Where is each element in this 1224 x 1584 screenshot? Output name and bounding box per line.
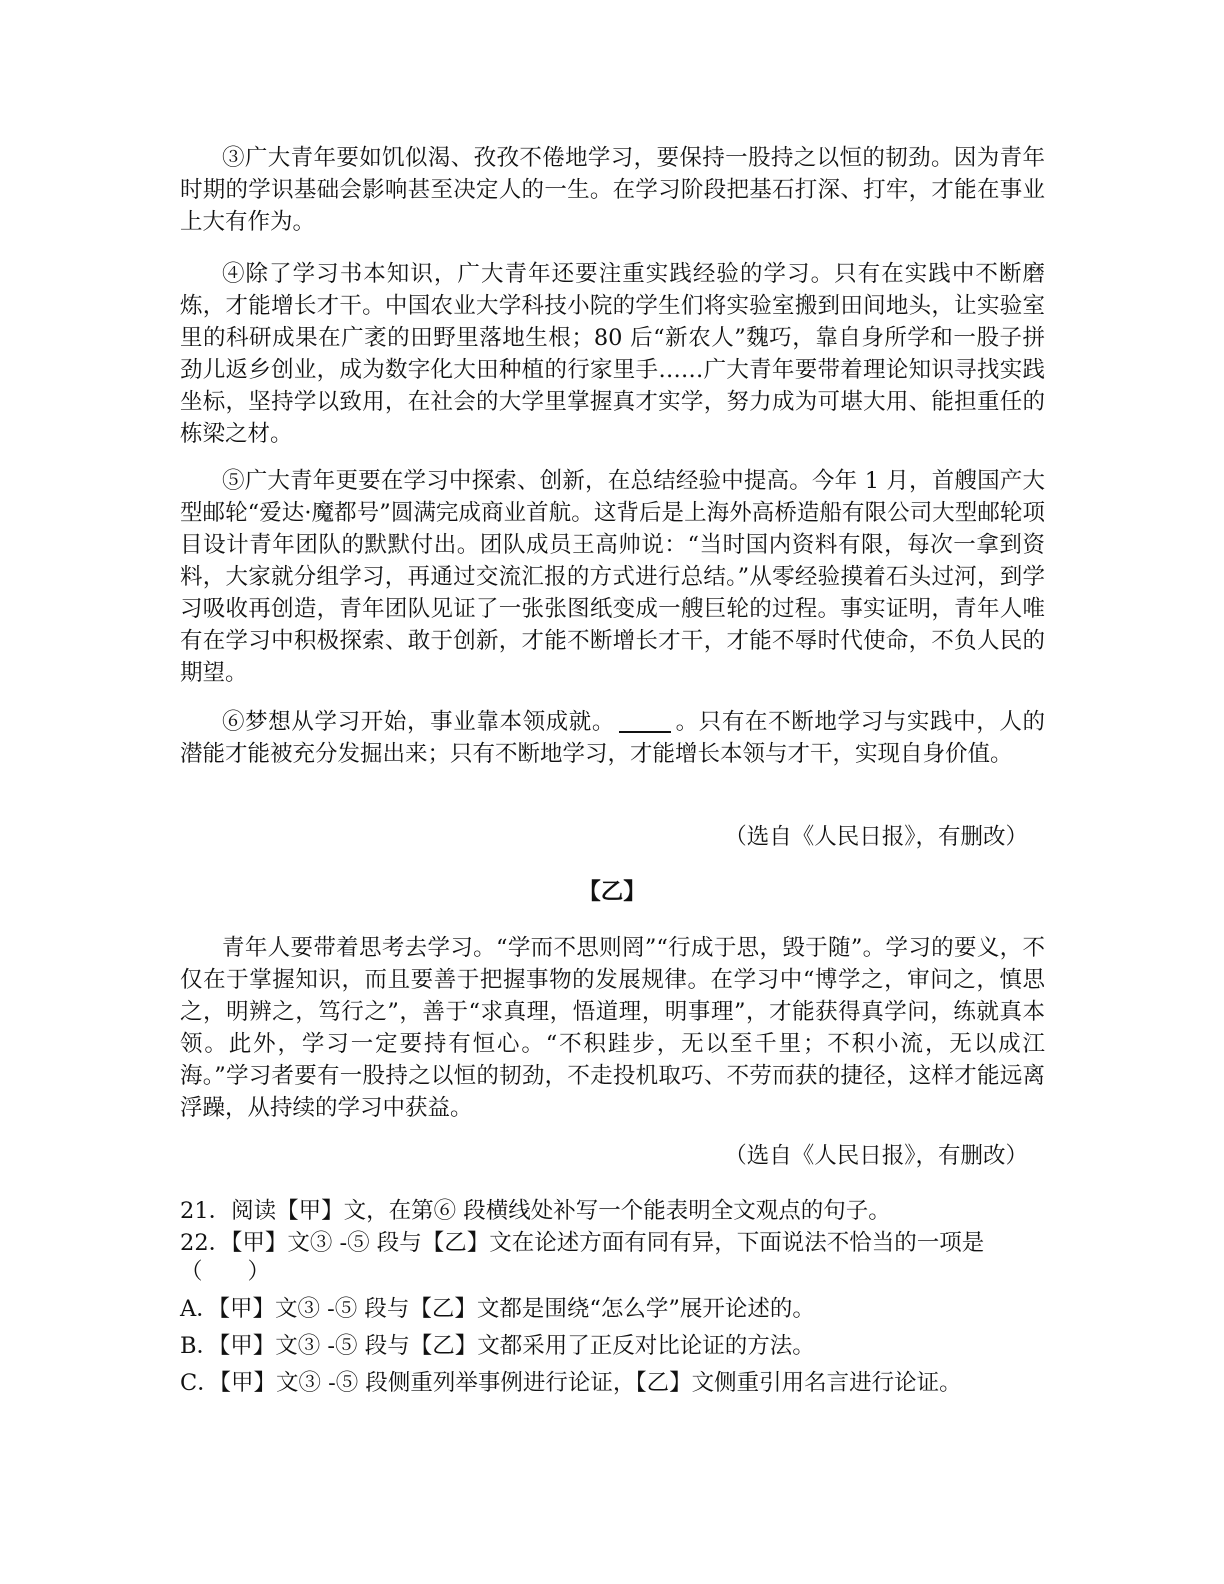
paragraph-yi: 青年人要带着思考去学习。“学而不思则罔”“行成于思，毁于随”。学习的要义，不仅在于掌握知识，而且要善于把握事物的发展规律。在学习中“博学之，审问之，慎思之，明辨之，笃行之”，善于“求真理，悟道理，明事理”，才能获得真学问，练就真本领。此外，学习一定要持有恒心。“不积跬步，无以至千里；不积小流，无以成江海。”学习者要有一股持之以恒的韧劲，不走投机取巧、不劳而获的捷径，这样才能远离浮躁，从持续的学习中获益。 xyxy=(180,935,1045,1121)
question-22: 22．【甲】文③ -⑤ 段与【乙】文在论述方面有同有异，下面说法不恰当的一项是 xyxy=(180,1230,985,1256)
paragraph-5: ⑤广大青年更要在学习中探索、创新，在总结经验中提高。今年 1 月，首艘国产大型邮轮“爱达·魔都号”圆满完成商业首航。这背后是上海外高桥造船有限公司大型邮轮项目设计青年团队的默默付出。团队成员王高帅说：“当时国内资料有限，每次一拿到资料，大家就分组学习，再通过交流汇报的方式进行总结。”从零经验摸着石头过河，到学习吸收再创造，青年团队见证了一张张图纸变成一艘巨轮的过程。事实证明，青年人唯有在学习中积极探索、敢于创新，才能不断增长才干，才能不辱时代使命，不负人民的期望。 xyxy=(180,468,1045,686)
option-a: A．【甲】文③ -⑤ 段与【乙】文都是围绕“怎么学”展开论述的。 xyxy=(180,1296,815,1322)
question-22-answer-paren: （ ） xyxy=(180,1259,271,1285)
section-heading-yi: 【乙】 xyxy=(578,879,646,905)
source-citation-yi: （选自《人民日报》，有删改） xyxy=(724,1143,1028,1169)
question-21: 21．阅读【甲】文，在第⑥ 段横线处补写一个能表明全文观点的句子。 xyxy=(180,1198,891,1224)
fill-in-blank[interactable] xyxy=(619,709,671,733)
paragraph-4: ④除了学习书本知识，广大青年还要注重实践经验的学习。只有在实践中不断磨炼，才能增长才干。中国农业大学科技小院的学生们将实验室搬到田间地头，让实验室里的科研成果在广袤的田野里落地生根；80 后“新农人”魏巧，靠自身所学和一股子拼劲儿返乡创业，成为数字化大田种植的行家里手……广大青年要带着理论知识寻找实践坐标，坚持学以致用，在社会的大学里掌握真才实学，努力成为可堪大用、能担重任的栋梁之材。 xyxy=(180,261,1045,447)
paragraph-3: ③广大青年要如饥似渴、孜孜不倦地学习，要保持一股持之以恒的韧劲。因为青年时期的学识基础会影响甚至决定人的一生。在学习阶段把基石打深、打牢，才能在事业上大有作为。 xyxy=(180,145,1045,235)
option-c: C．【甲】文③ -⑤ 段侧重列举事例进行论证，【乙】文侧重引用名言进行论证。 xyxy=(180,1370,962,1396)
paragraph-6-after-blank: 。只有在不断地学习与实践中，人的潜能才能被充分发掘出来；只有不断地学习，才能增长本领与才干，实现自身价值。 xyxy=(180,709,1045,767)
paragraph-6 xyxy=(180,706,1045,770)
option-b: B．【甲】文③ -⑤ 段与【乙】文都采用了正反对比论证的方法。 xyxy=(180,1333,815,1359)
paragraph-6-before-blank: ⑥梦想从学习开始，事业靠本领成就。 xyxy=(222,709,616,735)
source-citation-jia: （选自《人民日报》，有删改） xyxy=(724,824,1028,850)
